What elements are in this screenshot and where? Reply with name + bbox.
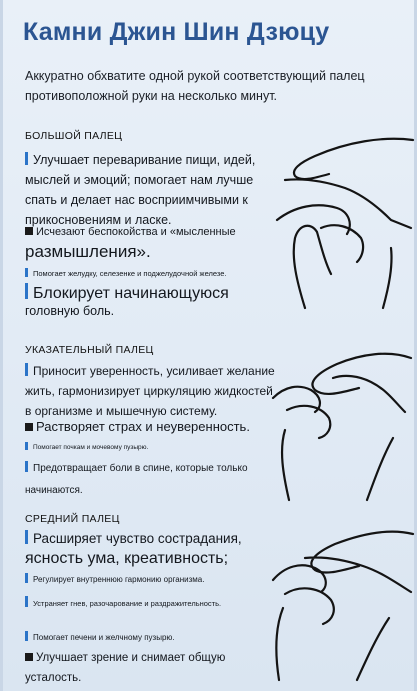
item-text: Помогает почкам и мочевому пузырю. (33, 444, 149, 451)
lower-hand (273, 565, 389, 680)
item-text: Устраняет гнев, разочарование и раздражительность. (33, 599, 222, 608)
item-text: размышления». (25, 242, 151, 261)
list-item (25, 442, 148, 451)
item-text: Приносит уверенность, усиливает желание жить, гармонизирует циркуляцию жидкостей в организме и мышечную систему. (25, 364, 275, 418)
upper-hand (312, 354, 411, 412)
bullet-bar (25, 152, 28, 165)
item-text: Предотвращает боли в спине, которые только начинаются. (25, 463, 248, 496)
bullet-square (25, 653, 33, 661)
bullet-bar (25, 461, 28, 472)
intro-text: Аккуратно обхватите одной рукой соответствующий палец противоположной руки на несколько минут. (25, 69, 365, 103)
item-text: Улучшает переваривание пищи, идей, мыслей и эмоций; помогает нам лучше спать и делает нас восприимчивыми к прикосновениям и ласке. (25, 153, 256, 227)
item-text: Регулирует внутреннюю гармонию организма. (33, 575, 205, 584)
list-item (25, 419, 250, 434)
list-item (25, 458, 255, 502)
bullet-bar (25, 268, 28, 277)
bullet-bar (25, 573, 28, 583)
section-heading-thumb: БОЛЬШОЙ ПАЛЕЦ (25, 130, 123, 142)
bullet-bar (25, 596, 28, 607)
bullet-bar (25, 283, 28, 299)
list-item (25, 226, 236, 238)
upper-hand (285, 139, 413, 228)
lower-hand (277, 205, 392, 308)
item-text: Блокирует начинающуюся (33, 285, 229, 302)
item-text: Расширяет чувство сострадания, (33, 531, 242, 546)
item-text: Помогает печени и желчному пузырю. (33, 633, 175, 642)
bullet-square (25, 423, 33, 431)
list-item (25, 530, 242, 546)
item-text: ясность ума, креативность; (25, 550, 229, 567)
thumb-hold-illustration (265, 128, 415, 313)
list-item (25, 304, 114, 318)
list-item (25, 573, 204, 584)
lower-hand (273, 387, 393, 500)
list-item (25, 361, 275, 421)
list-item (25, 648, 255, 688)
middle-hold-illustration (265, 510, 415, 685)
list-item (25, 242, 151, 262)
section-heading-index: УКАЗАТЕЛЬНЫЙ ПАЛЕЦ (25, 344, 154, 356)
list-item (25, 596, 221, 608)
list-item (25, 550, 228, 568)
item-text: Исчезают беспокойства и «мысленные (36, 226, 236, 238)
bullet-bar (25, 363, 28, 376)
upper-hand (305, 532, 413, 592)
list-item (25, 283, 229, 303)
bullet-square (25, 227, 33, 235)
bullet-bar (25, 442, 28, 450)
index-hold-illustration (263, 340, 413, 505)
item-text: Растворяет страх и неуверенность. (36, 419, 250, 434)
bullet-bar (25, 530, 28, 544)
page-title: Камни Джин Шин Дзюцу (23, 18, 330, 46)
bullet-bar (25, 631, 28, 641)
item-text: Помогает желудку, селезенке и поджелудочной железе. (33, 269, 227, 278)
list-item (25, 268, 226, 278)
section-heading-middle: СРЕДНИЙ ПАЛЕЦ (25, 513, 120, 525)
list-item (25, 631, 175, 642)
item-text: Улучшает зрение и снимает общую усталость. (25, 652, 226, 684)
item-text: головную боль. (25, 304, 115, 318)
list-item (25, 150, 275, 230)
